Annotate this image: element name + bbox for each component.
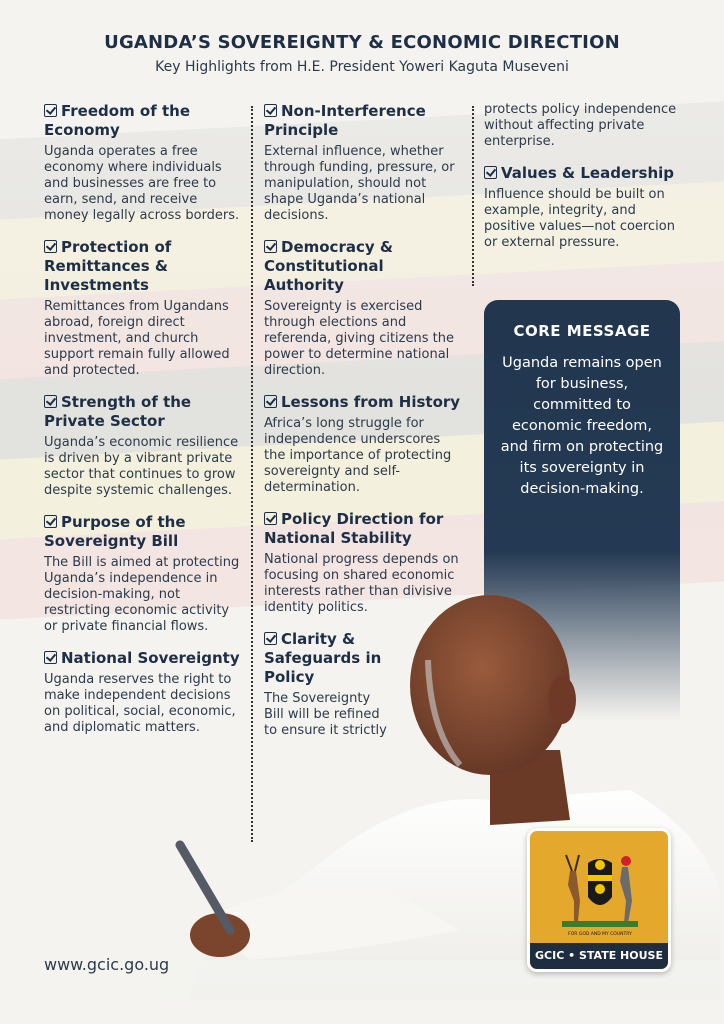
highlight-section <box>44 393 240 499</box>
column-divider <box>251 106 253 842</box>
section-title: Democracy & Constitutional Authority <box>264 238 393 294</box>
highlight-section <box>44 102 240 224</box>
highlight-section <box>264 102 462 224</box>
core-message-heading: CORE MESSAGE <box>513 322 651 340</box>
check-box-icon <box>264 395 277 408</box>
section-title: Policy Direction for National Stability <box>264 510 444 547</box>
section-title: Purpose of the Sovereignty Bill <box>44 513 186 550</box>
section-body: Uganda operates a free economy where individuals and businesses are free to earn, send, and receive money legally across borders. <box>44 144 240 223</box>
highlight-section <box>44 649 240 736</box>
core-message-text: Uganda remains open for business, committed to economic freedom, and firm on protecting its sovereignty in decision-making. <box>500 355 664 497</box>
column-2 <box>264 102 462 753</box>
check-box-icon <box>44 104 57 117</box>
section-title: Values & Leadership <box>501 164 675 182</box>
section-title: Clarity & Safeguards in Policy <box>264 630 382 686</box>
highlight-section <box>264 393 462 496</box>
badge-label: GCIC • STATE HOUSE <box>530 943 668 969</box>
highlight-section <box>264 510 462 616</box>
section-body: Uganda reserves the right to make independent decisions on political, social, economic, and diplomatic matters. <box>44 672 236 735</box>
section-body: Sovereignty is exercised through elections and referenda, giving citizens the power to determine national direction. <box>264 299 454 378</box>
check-box-icon <box>264 104 277 117</box>
section-body: The Bill is aimed at protecting Uganda’s independence in decision-making, not restricting economic activity or private financial flows. <box>44 555 240 634</box>
column-1 <box>44 102 240 750</box>
section-body: Uganda’s economic resilience is driven by a vibrant private sector that continues to grow despite systemic challenges. <box>44 435 239 498</box>
page-subtitle: Key Highlights from H.E. President Yoweri Kaguta Museveni <box>155 59 569 75</box>
column-divider <box>472 106 474 286</box>
highlight-section <box>484 164 680 251</box>
website-url[interactable]: www.gcic.go.ug <box>44 955 170 974</box>
check-box-icon <box>264 632 277 645</box>
section-body: External influence, whether through funding, pressure, or manipulation, should not shape Uganda’s national decisions. <box>264 144 455 223</box>
check-box-icon <box>264 240 277 253</box>
section-body: Remittances from Ugandans abroad, foreign direct investment, and church support remain fully allowed and protected. <box>44 299 230 378</box>
section-body: The Sovereignty Bill will be refined to ensure it strictly <box>264 691 387 738</box>
section-continuation: protects policy independence without affecting private enterprise. <box>484 102 677 149</box>
section-title: National Sovereignty <box>61 649 240 667</box>
check-box-icon <box>44 515 57 528</box>
gcic-state-house-badge <box>527 828 671 972</box>
highlight-section <box>44 238 240 379</box>
highlight-section <box>44 513 240 635</box>
section-title: Strength of the Private Sector <box>44 393 192 430</box>
check-box-icon <box>44 395 57 408</box>
highlight-section <box>264 238 462 379</box>
page-title: UGANDA’S SOVEREIGNTY & ECONOMIC DIRECTION <box>104 32 620 53</box>
check-box-icon <box>264 512 277 525</box>
column-3 <box>484 102 680 265</box>
highlight-section <box>264 630 392 739</box>
section-body: Influence should be built on example, integrity, and positive values—not coercion or external pressure. <box>484 187 675 250</box>
coat-motto: FOR GOD AND MY COUNTRY <box>568 932 632 937</box>
check-box-icon <box>44 651 57 664</box>
check-box-icon <box>44 240 57 253</box>
section-title: Protection of Remittances & Investments <box>44 238 172 294</box>
section-body: Africa’s long struggle for independence underscores the importance of protecting sovereignty and self-determination. <box>264 416 452 495</box>
coat-of-arms-icon <box>552 841 648 937</box>
section-title: Non-Interference Principle <box>264 102 426 139</box>
section-title: Lessons from History <box>281 393 461 411</box>
section-title: Freedom of the Economy <box>44 102 191 139</box>
page-header <box>0 32 724 75</box>
section-body: National progress depends on focusing on shared economic interests rather than divisive identity politics. <box>264 552 459 615</box>
check-box-icon <box>484 166 497 179</box>
